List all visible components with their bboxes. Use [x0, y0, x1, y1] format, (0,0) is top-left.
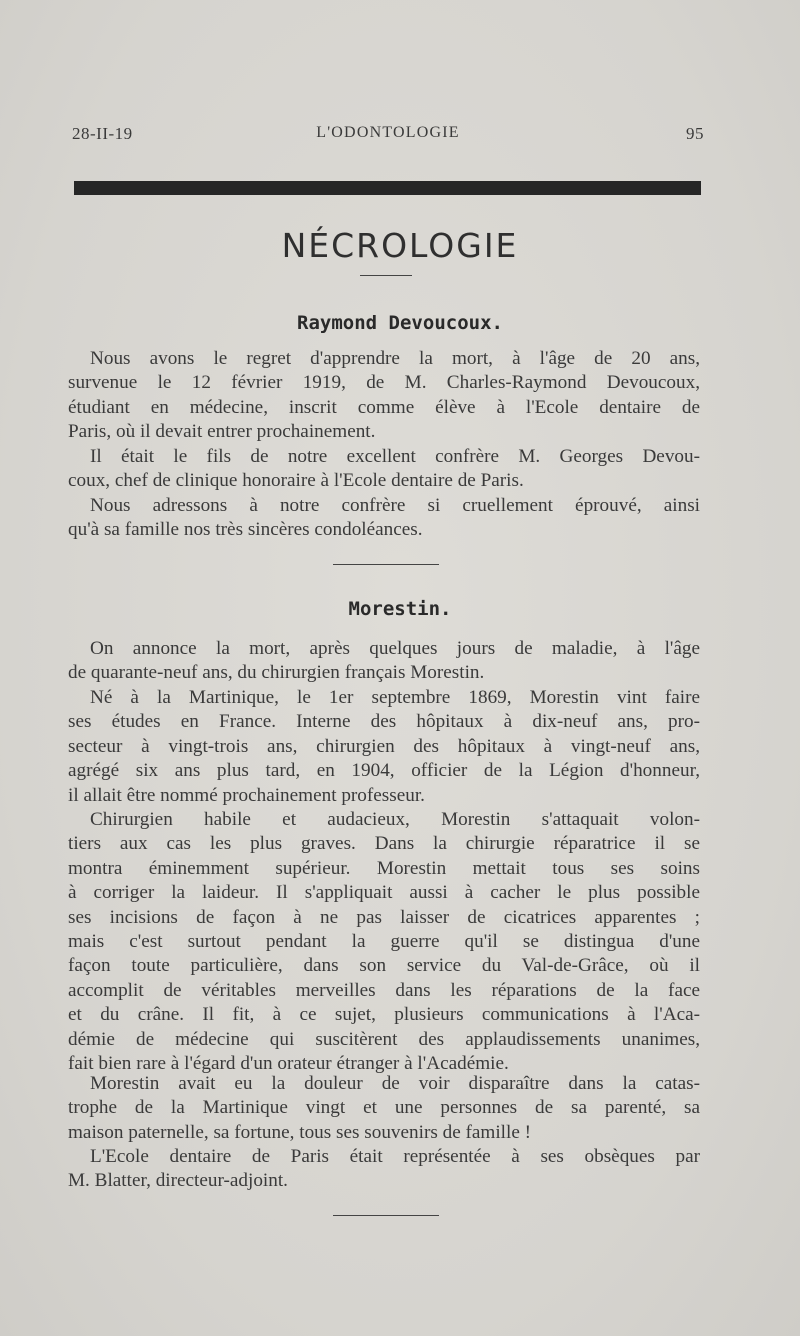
text-line: Nous avons le regret d'apprendre la mort, à l'âge de 20 ans, — [90, 348, 700, 369]
text-line: Il était le fils de notre excellent confrère M. Georges Devou- — [90, 446, 700, 467]
paragraph — [68, 808, 700, 1076]
paragraph — [68, 347, 700, 445]
text-line: et du crâne. Il fit, à ce sujet, plusieurs communications à l'Aca- — [68, 1004, 700, 1026]
text-line: fait bien rare à l'égard d'un orateur étranger à l'Académie. — [68, 1053, 509, 1075]
text-line: On annonce la mort, après quelques jours de maladie, à l'âge — [90, 638, 700, 659]
paragraph — [68, 494, 700, 543]
page-number: 95 — [686, 124, 704, 143]
text-line: ses études en France. Interne des hôpitaux à dix-neuf ans, pro- — [68, 711, 700, 733]
text-line: M. Blatter, directeur-adjoint. — [68, 1170, 288, 1192]
text-line: secteur à vingt-trois ans, chirurgien des hôpitaux à vingt-neuf ans, — [68, 735, 700, 757]
paragraph — [68, 1072, 700, 1145]
text-line: Né à la Martinique, le 1er septembre 1869, Morestin vint faire — [90, 687, 700, 708]
text-line: Nous adressons à notre confrère si cruellement éprouvé, ainsi — [90, 495, 700, 516]
text-line: tiers aux cas les plus graves. Dans la chirurgie réparatrice il se — [68, 833, 700, 855]
text-line: L'Ecole dentaire de Paris était représentée à ses obsèques par — [90, 1146, 700, 1167]
journal-title: L'ODONTOLOGIE — [316, 124, 460, 141]
article-divider — [333, 1215, 439, 1216]
paragraph — [68, 1145, 700, 1194]
text-line: il allait être nommé prochainement professeur. — [68, 784, 425, 806]
paragraph — [68, 637, 700, 686]
text-line: agrégé six ans plus tard, en 1904, officier de la Légion d'honneur, — [68, 760, 700, 782]
text-line: démie de médecine qui suscitèrent des applaudissements unanimes, — [68, 1028, 700, 1050]
text-line: mais c'est surtout pendant la guerre qu'il se distingua d'une — [68, 931, 700, 953]
text-line: étudiant en médecine, inscrit comme élève à l'Ecole dentaire de — [68, 396, 700, 418]
text-line: ses incisions de façon à ne pas laisser de cicatrices apparentes ; — [68, 906, 700, 928]
text-line: Morestin avait eu la douleur de voir disparaître dans la catas- — [90, 1073, 700, 1094]
issue-date: 28-II-19 — [72, 124, 133, 143]
text-line: trophe de la Martinique vingt et une personnes de sa parenté, sa — [68, 1097, 700, 1119]
text-line: accomplit de véritables merveilles dans les réparations de la face — [68, 979, 700, 1001]
text-line: montra éminemment supérieur. Morestin mettait tous ses soins — [68, 857, 700, 879]
text-line: coux, chef de clinique honoraire à l'Ecole dentaire de Paris. — [68, 470, 524, 492]
text-line: Paris, où il devait entrer prochainement. — [68, 421, 376, 443]
section-title: NÉCROLOGIE — [281, 226, 519, 265]
running-head — [72, 124, 704, 148]
article-title-devoucoux: Raymond Devoucoux. — [297, 312, 503, 334]
text-line: survenue le 12 février 1919, de M. Charles-Raymond Devoucoux, — [68, 372, 700, 394]
paragraph — [68, 445, 700, 494]
text-line: façon toute particulière, dans son service du Val-de-Grâce, où il — [68, 955, 700, 977]
text-line: maison paternelle, sa fortune, tous ses souvenirs de famille ! — [68, 1121, 532, 1143]
text-line: à corriger la laideur. Il s'appliquait aussi à cacher le plus possible — [68, 882, 700, 904]
paragraph — [68, 686, 700, 808]
text-line: Chirurgien habile et audacieux, Morestin s'attaquait volon- — [90, 809, 700, 830]
article-title-morestin: Morestin. — [348, 598, 452, 620]
article-divider — [333, 564, 439, 565]
text-line: qu'à sa famille nos très sincères condoléances. — [68, 519, 423, 541]
title-divider — [360, 275, 412, 276]
header-rule — [74, 181, 701, 195]
text-line: de quarante-neuf ans, du chirurgien français Morestin. — [68, 662, 485, 684]
